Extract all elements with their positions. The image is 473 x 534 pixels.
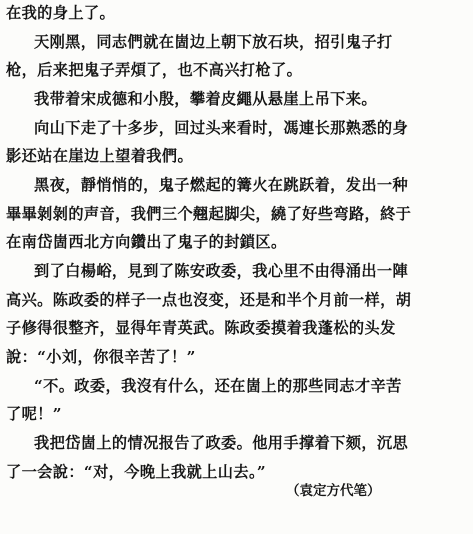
text-line: 高兴。陈政委的样子一点也沒变，还是和半个月前一样，胡: [6, 291, 412, 309]
text-line: 我带着宋成德和小殷，攀着皮繩从悬崖上吊下来。: [34, 90, 377, 108]
text-line: 黑夜，靜悄悄的，鬼子燃起的篝火在跳跃着，发出一种: [34, 176, 409, 194]
text-line: 了呢！”: [6, 405, 62, 423]
author-credit: （袁定方代笔）: [286, 483, 381, 499]
text-line: 畢畢剝剝的声音，我們三个翹起脚尖，繞了好些弯路，終于: [6, 205, 412, 223]
text-line: 了一会說：“对，今晚上我就上山去。”: [6, 463, 267, 481]
text-line: 在南岱崮西北方向鑽出了鬼子的封鎖区。: [6, 233, 287, 251]
text-line: 在我的身上了。: [6, 4, 116, 22]
text-line: 到了白楊峪，見到了陈安政委，我心里不由得涌出一陣: [34, 262, 409, 280]
text-line: 天刚黑，同志們就在崮边上朝下放石块，招引鬼子打: [34, 33, 393, 51]
text-line: “不。政委，我沒有什么，还在崮上的那些同志才辛苦: [34, 377, 402, 395]
text-line: 枪，后来把鬼子弄煩了，也不高兴打枪了。: [6, 61, 303, 79]
text-line: 我把岱崮上的情况报告了政委。他用手撑着下颏，沉思: [34, 434, 409, 452]
text-line: 向山下走了十多步，回过头来看时，馮連长那熟悉的身: [34, 119, 409, 137]
text-line: 說：“小刘，你很辛苦了！”: [6, 348, 196, 366]
text-line: 子修得很整齐，显得年青英武。陈政委摸着我蓬松的头发: [6, 319, 396, 337]
text-line: 影还站在崖边上望着我們。: [6, 147, 194, 165]
